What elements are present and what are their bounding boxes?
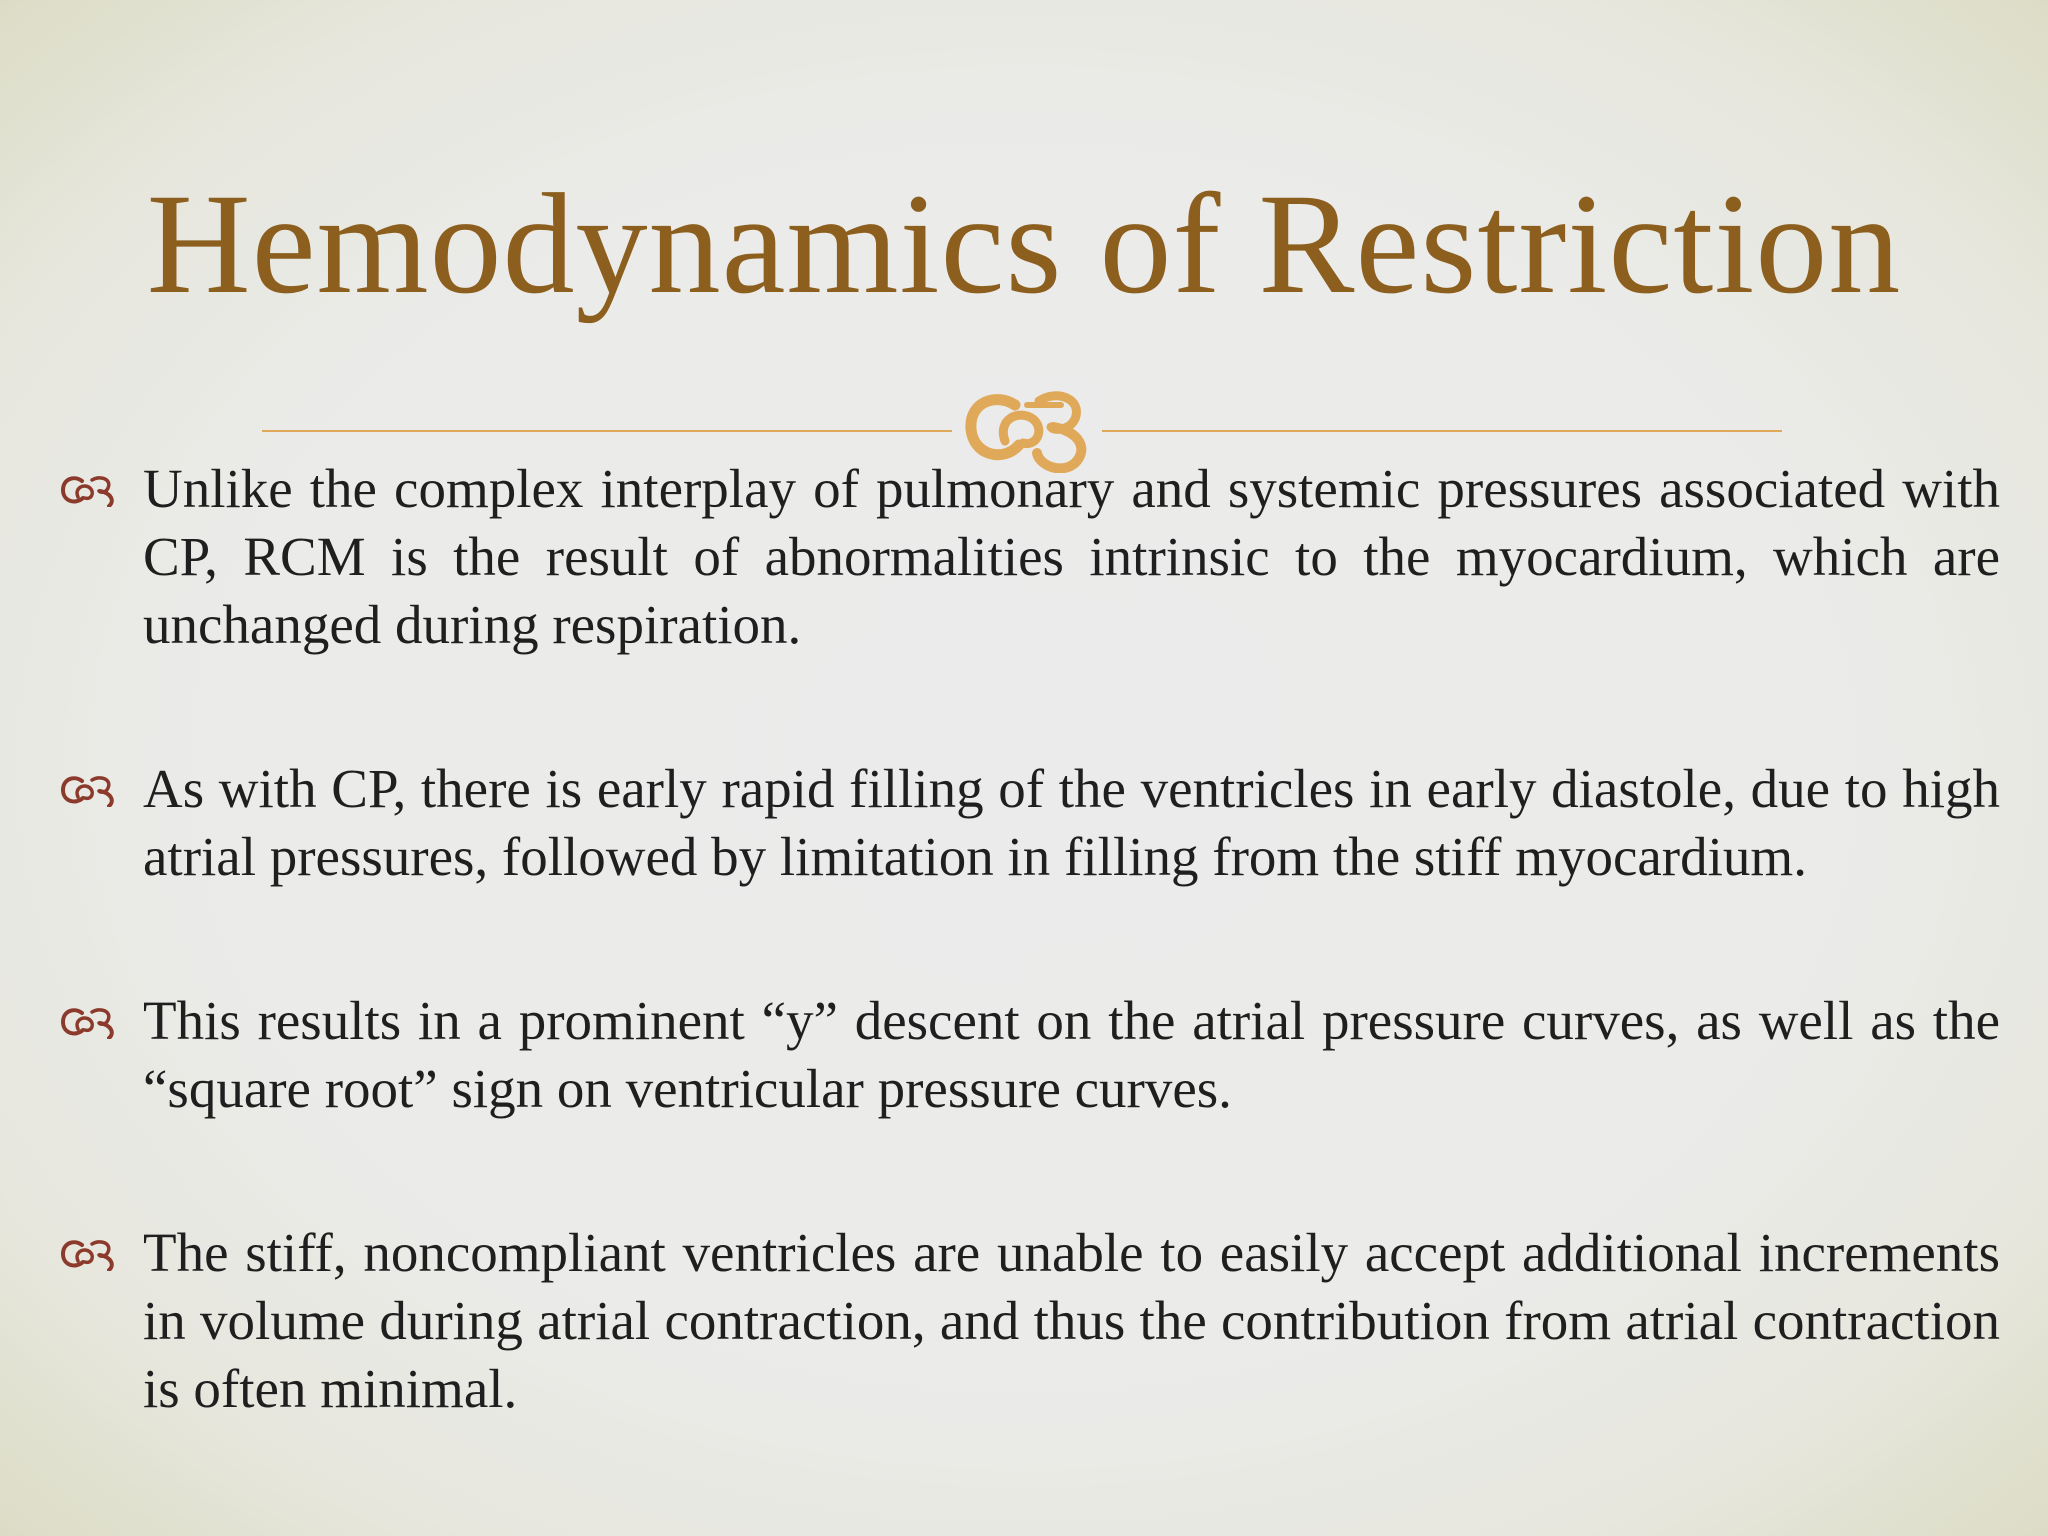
bullet-item (60, 987, 2000, 1123)
curl-bullet-icon (60, 773, 116, 807)
slide-title: Hemodynamics of Restriction (146, 165, 1902, 324)
bullet-text: This results in a prominent “y” descent on the atrial pressure curves, as well as the “square root” sign on ventricular pressure curves. (143, 990, 2000, 1119)
bullet-list (60, 455, 2000, 1423)
bullet-item (60, 755, 2000, 891)
curl-bullet-icon (60, 1005, 116, 1039)
curl-bullet-icon (60, 473, 116, 507)
bullet-text: The stiff, noncompliant ventricles are unable to easily accept additional increments in volume during atrial contraction, and thus the contribution from atrial contraction is often minimal. (143, 1222, 2000, 1419)
curl-bullet-icon (60, 1237, 116, 1271)
bullet-text: As with CP, there is early rapid filling of the ventricles in early diastole, due to high atrial pressures, followed by limitation in filling from the stiff myocardium. (143, 758, 2000, 887)
bullet-item (60, 455, 2000, 659)
bullet-text: Unlike the complex interplay of pulmonary and systemic pressures associated with CP, RCM is the result of abnormalities intrinsic to the myocardium, which are unchanged during respiration. (143, 458, 2000, 655)
bullet-item (60, 1219, 2000, 1423)
